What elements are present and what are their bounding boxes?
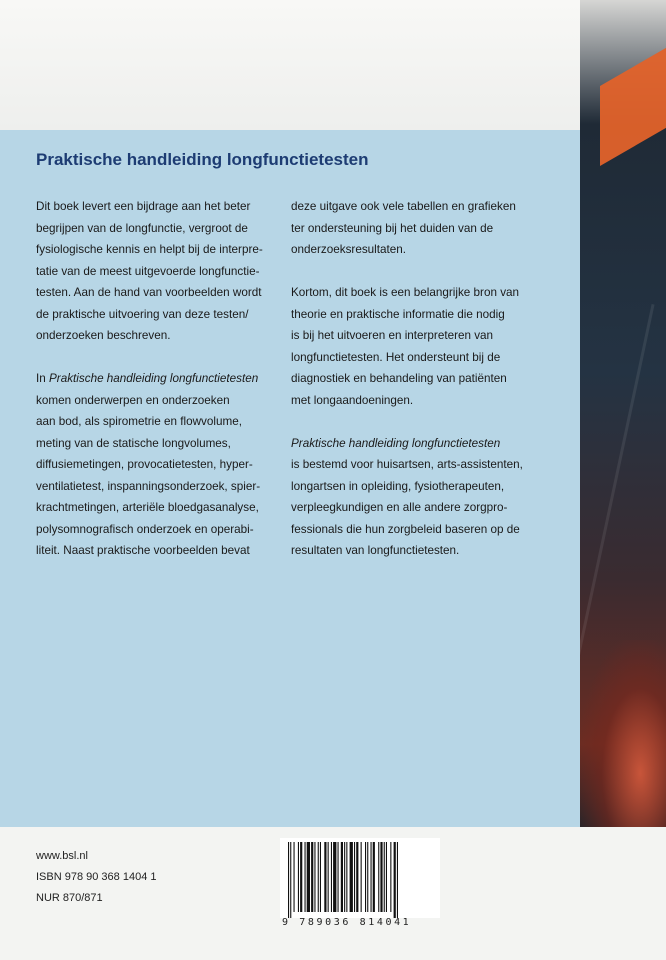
text-line: meting van de statische longvolumes, <box>36 436 231 450</box>
text-line: met longaandoeningen. <box>291 393 414 407</box>
intro-word: In <box>36 372 49 385</box>
text-line: verpleegkundigen en alle andere zorgpro- <box>291 501 508 514</box>
orange-shape <box>600 34 666 166</box>
barcode-bar <box>378 842 379 912</box>
left-column <box>36 196 276 562</box>
text-line: Dit boek levert een bijdrage aan het beter <box>36 200 251 213</box>
barcode-bar <box>318 842 319 912</box>
barcode-bar <box>367 842 368 912</box>
text-line: fysiologische kennis en helpt bij de interpre- <box>36 243 263 256</box>
barcode-bars-icon <box>286 842 434 918</box>
barcode-bar <box>314 842 315 912</box>
italic-title: Praktische handleiding longfunctietesten <box>49 372 259 385</box>
text-line: is bestemd voor huisartsen, arts-assistenten, <box>291 458 523 471</box>
barcode-bar <box>290 842 291 918</box>
cover-photo-strip <box>580 0 666 827</box>
website-link[interactable]: www.bsl.nl <box>36 850 88 862</box>
paragraph-gap <box>291 411 541 433</box>
isbn-text: ISBN 978 90 368 1404 1 <box>36 871 157 883</box>
barcode-bar <box>294 842 295 912</box>
barcode-bar <box>356 842 358 912</box>
barcode-bar <box>307 842 310 912</box>
text-line: krachtmetingen, arteriële bloedgasanalyse, <box>36 501 259 514</box>
book-title: Praktische handleiding longfunctietesten <box>36 150 369 169</box>
barcode-bar <box>350 842 353 912</box>
text-line: resultaten van longfunctietesten. <box>291 544 460 557</box>
nur-text: NUR 870/871 <box>36 892 103 904</box>
text-line: testen. Aan de hand van voorbeelden wordt <box>36 286 262 299</box>
text-line <box>36 368 276 390</box>
text-line: polysomnografisch onderzoek en operabi- <box>36 522 254 536</box>
barcode-bar <box>298 842 299 912</box>
barcode-bar <box>394 842 396 918</box>
text-line: is bij het uitvoeren en interpreteren van <box>291 329 494 342</box>
barcode-bar <box>341 842 343 912</box>
text-line: komen onderwerpen en onderzoeken <box>36 393 230 407</box>
barcode-bar <box>354 842 355 912</box>
barcode-bar <box>380 842 382 912</box>
italic-title: Praktische handleiding longfunctietesten <box>291 436 501 450</box>
text-line: longfunctietesten. Het ondersteunt bij de <box>291 350 501 364</box>
text-line: liteit. Naast praktische voorbeelden bevat <box>36 544 250 557</box>
text-line: fessionals die hun zorgbeleid baseren op de <box>291 522 520 536</box>
barcode-bar <box>371 842 372 912</box>
text-line: deze uitgave ook vele tabellen en grafieken <box>291 200 516 213</box>
text-line: longartsen in opleiding, fysiotherapeuten, <box>291 479 505 493</box>
barcode-bar <box>361 842 362 912</box>
light-streak <box>580 304 655 696</box>
barcode-bar <box>333 842 336 912</box>
barcode-bar <box>346 842 347 912</box>
barcode-bar <box>324 842 326 912</box>
text-line: onderzoeksresultaten. <box>291 243 406 256</box>
barcode-bar <box>300 842 302 912</box>
text-line: Kortom, dit boek is een belangrijke bron van <box>291 286 520 299</box>
barcode-bar <box>311 842 313 912</box>
barcode-digits: 9 789036 814041 <box>282 917 412 928</box>
barcode-bar <box>344 842 345 912</box>
barcode-bar <box>386 842 387 912</box>
text-line: theorie en praktische informatie die nodig <box>291 307 505 321</box>
text-line: aan bod, als spirometrie en flowvolume, <box>36 415 242 428</box>
text-line: onderzoeken beschreven. <box>36 329 171 342</box>
barcode-bar <box>365 842 366 912</box>
right-column <box>291 196 541 562</box>
text-line: begrijpen van de longfunctie, vergroot de <box>36 221 248 235</box>
barcode-bar <box>305 842 306 912</box>
publisher-info <box>36 846 156 909</box>
barcode-bar <box>288 842 289 918</box>
barcode <box>280 838 440 918</box>
text-line <box>291 433 541 455</box>
barcode-bar <box>397 842 398 918</box>
barcode-bar <box>373 842 375 912</box>
barcode-bar <box>328 842 329 912</box>
text-line: tatie van de meest uitgevoerde longfunctie- <box>36 264 260 278</box>
barcode-bar <box>320 842 321 912</box>
text-line: de praktische uitvoering van deze testen/ <box>36 307 249 321</box>
paragraph-gap <box>36 347 276 369</box>
barcode-bar <box>390 842 391 912</box>
top-band <box>0 0 666 130</box>
paragraph-gap <box>291 261 541 283</box>
barcode-bar <box>331 842 332 912</box>
barcode-bar <box>384 842 385 912</box>
text-line: diffusiemetingen, provocatietesten, hyper- <box>36 458 253 471</box>
text-line: diagnostiek en behandeling van patiënten <box>291 372 507 385</box>
text-line: ter ondersteuning bij het duiden van de <box>291 221 494 235</box>
red-glow <box>580 640 666 827</box>
barcode-bar <box>338 842 339 912</box>
text-line: ventilatietest, inspanningsonderzoek, spier- <box>36 479 261 493</box>
